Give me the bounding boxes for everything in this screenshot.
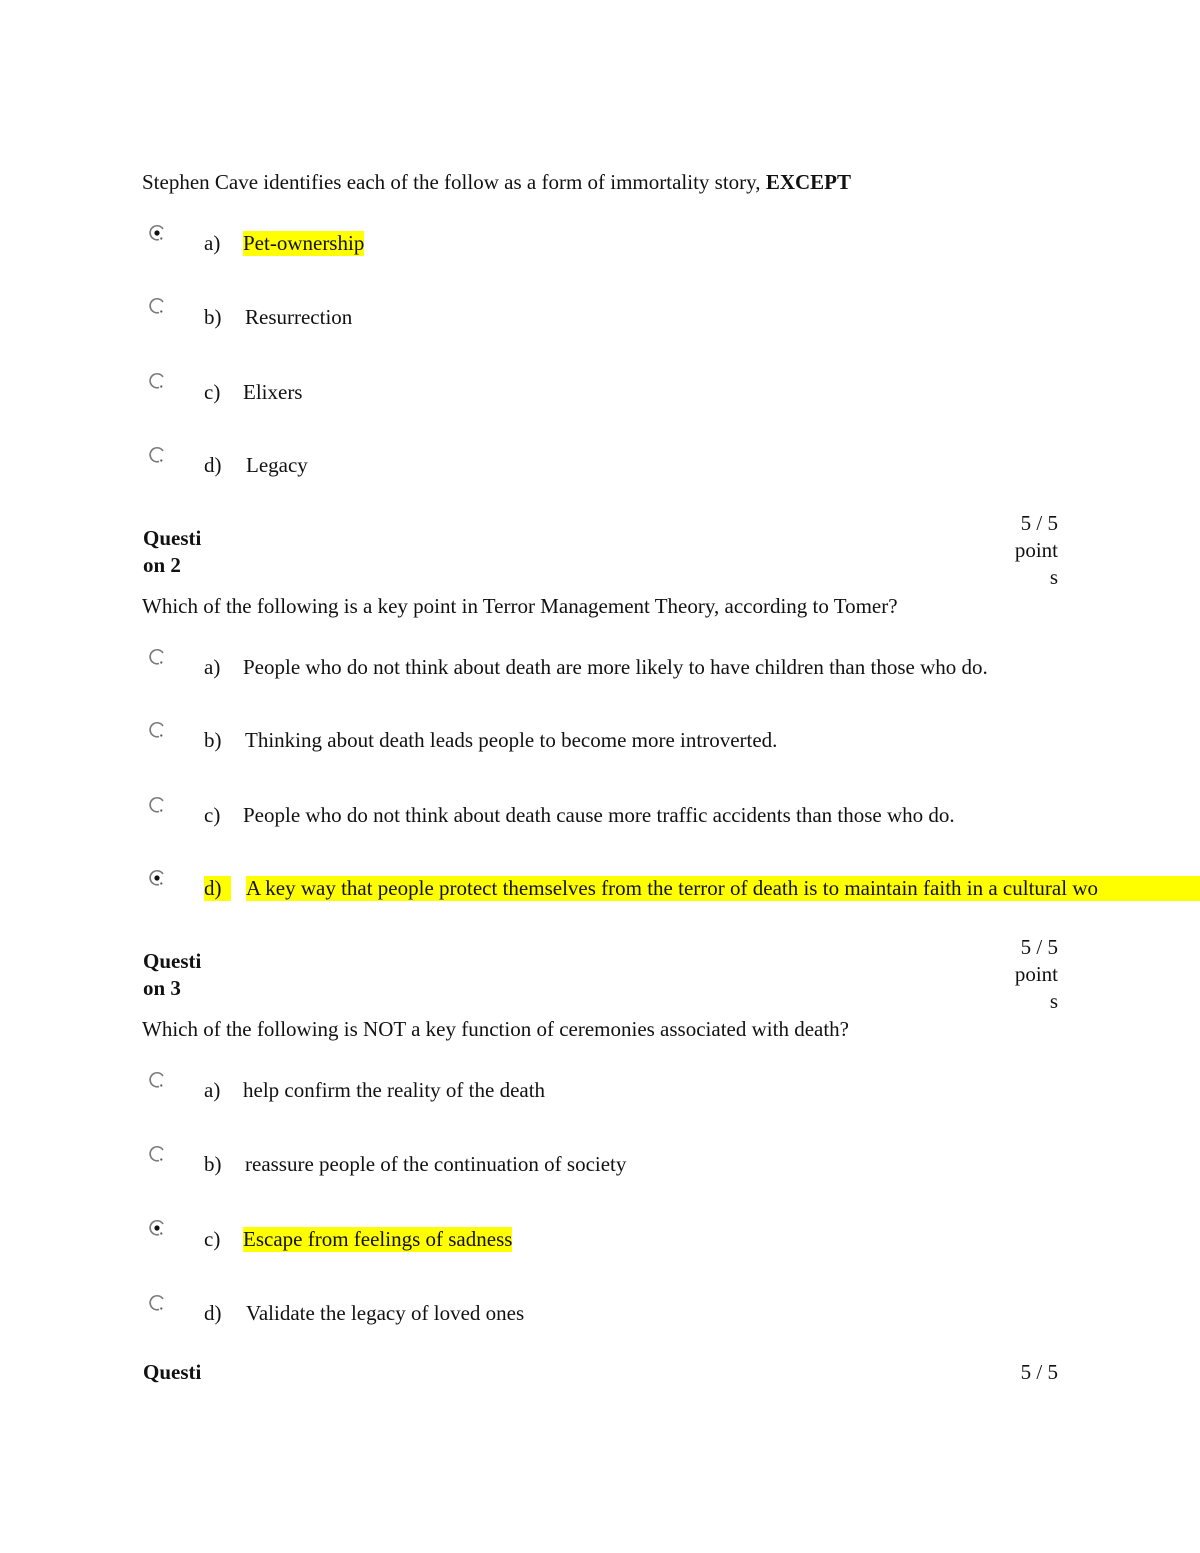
q3-option-a-text: help confirm the reality of the death [243, 1078, 546, 1102]
q2-option-d-letter: d) [204, 876, 231, 901]
q2-radio-b[interactable] [148, 721, 166, 739]
question-2-heading-line2: on 2 [143, 553, 181, 577]
q1-radio-c[interactable] [148, 372, 166, 390]
q2-radio-d[interactable] [148, 869, 166, 887]
q1-option-b-text: Resurrection [245, 305, 353, 329]
q3-radio-b[interactable] [148, 1145, 166, 1163]
question-1-stem-text: Stephen Cave identifies each of the follow as a form of immortality story, [142, 170, 766, 194]
question-2-points-line1: 5 / 5 [1020, 511, 1058, 535]
q1-radio-b[interactable] [148, 297, 166, 315]
q2-option-c-text: People who do not think about death cause more traffic accidents than those who do. [243, 803, 955, 827]
q2-option-c-letter: c) [204, 803, 221, 827]
q1-option-b-letter: b) [204, 305, 222, 329]
q1-option-a-text: Pet-ownership [243, 231, 365, 255]
question-3-points-line1: 5 / 5 [1020, 935, 1058, 959]
question-3-heading [143, 948, 201, 1002]
q1-radio-a[interactable] [148, 224, 166, 242]
question-2-points-line3: s [1049, 565, 1058, 589]
q3-option-b-text: reassure people of the continuation of society [245, 1152, 627, 1176]
q1-option-c-text: Elixers [243, 380, 303, 404]
q3-option-c-letter: c) [204, 1227, 221, 1251]
question-2-heading [143, 525, 201, 579]
question-3-heading-line2: on 3 [143, 976, 181, 1000]
question-1-stem [142, 170, 851, 195]
question-4-points-line1: 5 / 5 [1020, 1360, 1058, 1384]
q1-option-c-letter: c) [204, 380, 221, 404]
q2-option-a-text: People who do not think about death are more likely to have children than those who do. [243, 655, 988, 679]
question-2-heading-line1: Questi [143, 526, 202, 550]
q2-radio-c[interactable] [148, 796, 166, 814]
q1-radio-d[interactable] [148, 446, 166, 464]
question-3-points [1000, 934, 1058, 1015]
q1-option-a-letter: a) [204, 231, 221, 255]
q3-radio-c[interactable] [148, 1219, 166, 1237]
question-4-heading-line1: Questi [143, 1360, 202, 1384]
q3-option-b-letter: b) [204, 1152, 222, 1176]
q3-option-c-text: Escape from feelings of sadness [243, 1227, 513, 1251]
q3-radio-d[interactable] [148, 1294, 166, 1312]
question-3-points-line2: point [1014, 962, 1058, 986]
q1-option-d-letter: d) [204, 453, 222, 477]
question-4-points [1000, 1359, 1058, 1386]
q2-option-b-text: Thinking about death leads people to become more introverted. [245, 728, 778, 752]
question-2-points-line2: point [1014, 538, 1058, 562]
q1-option-d-text: Legacy [246, 453, 308, 477]
q2-option-b-letter: b) [204, 728, 222, 752]
question-2-stem: Which of the following is a key point in Terror Management Theory, according to Tomer? [142, 594, 898, 618]
q3-option-a-letter: a) [204, 1078, 221, 1102]
q3-option-d-letter: d) [204, 1301, 222, 1325]
question-1-stem-emphasis: EXCEPT [765, 170, 851, 194]
q3-option-d-text: Validate the legacy of loved ones [246, 1301, 525, 1325]
q2-radio-a[interactable] [148, 648, 166, 666]
q3-radio-a[interactable] [148, 1071, 166, 1089]
question-3-heading-line1: Questi [143, 949, 202, 973]
question-3-points-line3: s [1049, 989, 1058, 1013]
question-2-points [1000, 510, 1058, 591]
q2-option-a-letter: a) [204, 655, 221, 679]
question-3-stem: Which of the following is NOT a key function of ceremonies associated with death? [142, 1017, 849, 1041]
q2-option-d-text: A key way that people protect themselves from the terror of death is to maintain faith in a cultural wo [246, 876, 1200, 901]
question-4-heading [143, 1359, 201, 1386]
